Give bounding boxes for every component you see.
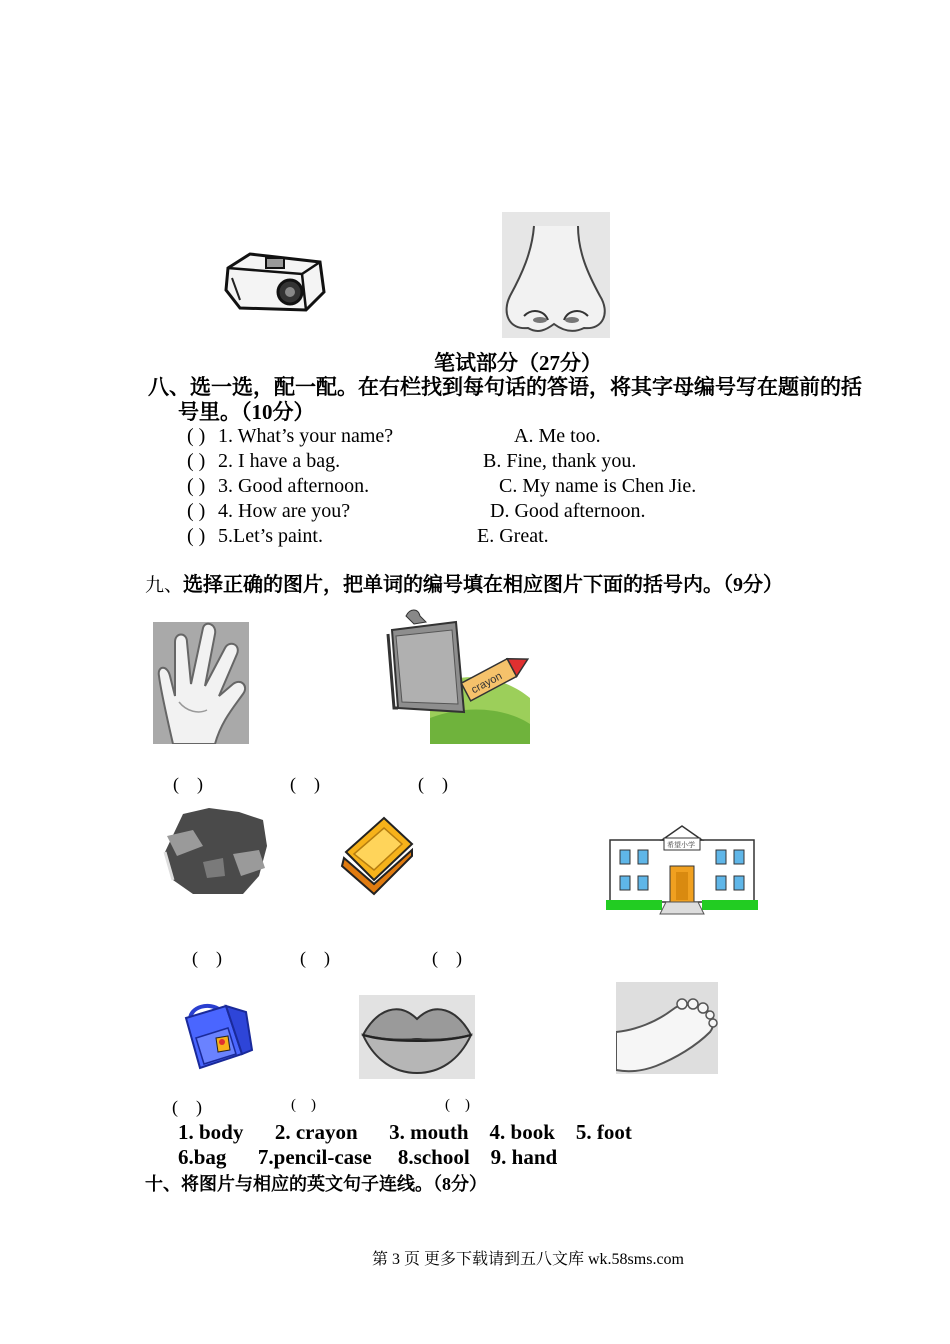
- answer-blank[interactable]: ( ): [172, 1097, 202, 1117]
- word-bank-line1: 1. body 2. crayon 3. mouth 4. book 5. foot: [178, 1120, 632, 1144]
- foot-picture: [616, 982, 718, 1074]
- answer-blank[interactable]: ( ): [291, 1097, 316, 1113]
- pencil-sharpener-picture: [220, 248, 330, 326]
- page-footer: 第 3 页 更多下载请到五八文库 wk.58sms.com: [372, 1251, 685, 1268]
- svg-text:crayon: crayon: [469, 670, 505, 697]
- answer-blank[interactable]: ( ): [187, 425, 206, 447]
- answer-blank[interactable]: ( ): [445, 1097, 470, 1113]
- answer-blank[interactable]: ( ): [418, 774, 448, 794]
- svg-text:希望小学: 希望小学: [667, 841, 695, 849]
- answer-e: E. Great.: [477, 525, 549, 547]
- school-picture: [606, 822, 758, 918]
- nose-picture: [502, 212, 610, 338]
- answer-blank[interactable]: ( ): [187, 500, 206, 522]
- answer-c: C. My name is Chen Jie.: [499, 475, 697, 497]
- answer-blank[interactable]: ( ): [187, 450, 206, 472]
- answer-a: A. Me too.: [514, 425, 601, 447]
- section9-heading-text: 选择正确的图片，把单词的编号填在相应图片下面的括号内。（9分）: [183, 574, 784, 596]
- question-3: 3. Good afternoon.: [218, 475, 370, 497]
- answer-blank[interactable]: ( ): [192, 948, 222, 968]
- body-picture: [163, 806, 269, 896]
- question-1: 1. What’s your name?: [218, 425, 394, 447]
- book-and-crayon-picture: [386, 608, 532, 744]
- pencil-case-picture: [340, 814, 414, 898]
- mouth-picture: [359, 995, 475, 1079]
- section8-heading-line1: 八、选一选，配一配。在右栏找到每句话的答语，将其字母编号写在题前的括: [148, 375, 862, 399]
- bag-picture: [176, 998, 254, 1070]
- section8-heading-line2: 号里。（10分）: [178, 400, 315, 424]
- answer-d: D. Good afternoon.: [490, 500, 646, 522]
- answer-blank[interactable]: ( ): [173, 774, 203, 794]
- section-title: 笔试部分（27分）: [434, 351, 602, 375]
- answer-blank[interactable]: ( ): [187, 475, 206, 497]
- word-bank-line2: 6.bag 7.pencil-case 8.school 9. hand: [178, 1145, 558, 1169]
- question-2: 2. I have a bag.: [218, 450, 341, 472]
- hand-picture: [153, 622, 249, 744]
- answer-blank[interactable]: ( ): [187, 525, 206, 547]
- question-5: 5.Let’s paint.: [218, 525, 323, 547]
- section9-prefix: 九、: [145, 575, 184, 596]
- answer-blank[interactable]: ( ): [432, 948, 462, 968]
- section10-heading: 十、将图片与相应的英文句子连线。（8分）: [145, 1174, 487, 1194]
- question-4: 4. How are you?: [218, 500, 351, 522]
- section9-heading: [145, 572, 783, 600]
- answer-blank[interactable]: ( ): [300, 948, 330, 968]
- answer-blank[interactable]: ( ): [290, 774, 320, 794]
- answer-b: B. Fine, thank you.: [483, 450, 637, 472]
